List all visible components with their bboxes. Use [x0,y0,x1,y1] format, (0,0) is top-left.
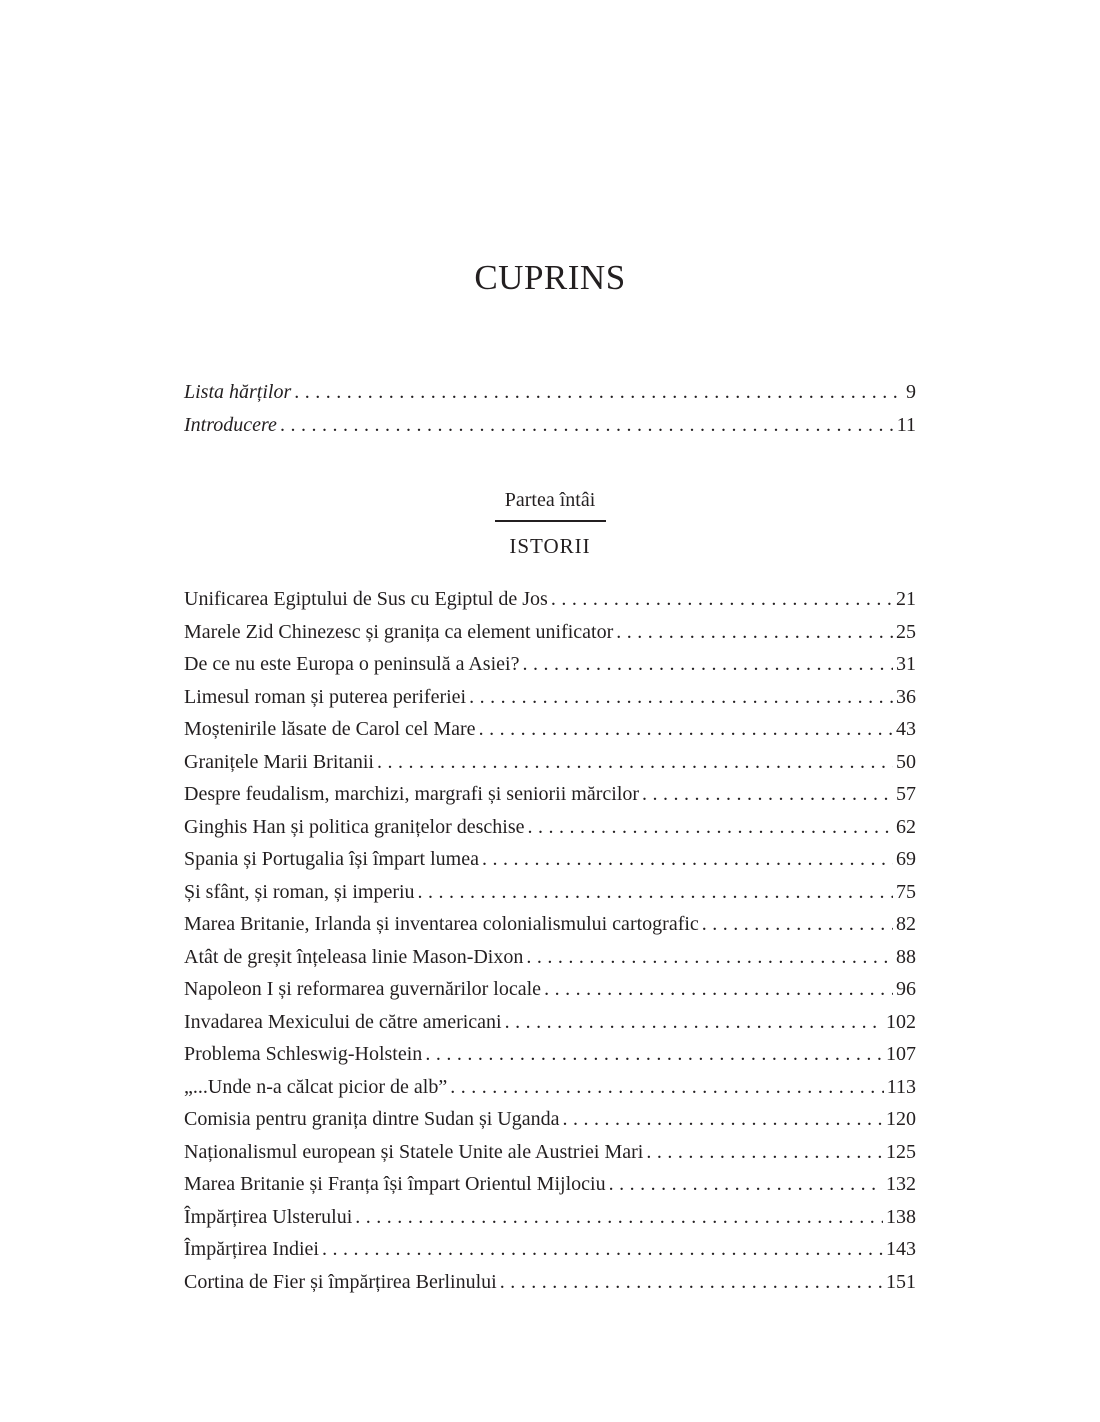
toc-entry-title: Limesul roman și puterea periferiei [184,685,467,708]
toc-entry-title: Și sfânt, și roman, și imperiu [184,880,415,903]
part-label: Partea întâi [504,489,596,511]
toc-entry-title: Atât de greșit înțeleasa linie Mason-Dixon [184,945,524,968]
page-title: CUPRINS [474,258,626,297]
toc-entry[interactable] [184,1038,916,1071]
toc-entry[interactable] [184,778,916,811]
toc-entry-title: Naționalismul european și Statele Unite ale Austriei Mari [184,1140,644,1163]
toc-entry-title: Unificarea Egiptului de Sus cu Egiptul de Jos [184,588,548,610]
toc-entry[interactable] [184,648,916,681]
toc-entry-title: Moștenirile lăsate de Carol cel Mare [184,718,476,740]
dot-leader [551,583,893,616]
toc-entry-title: Comisia pentru granița dintre Sudan și Uganda [184,1108,560,1130]
toc-entry-page: 57 [896,783,916,805]
toc-entry[interactable] [184,713,916,746]
dot-leader [418,876,893,909]
dot-leader [322,1233,883,1266]
dot-leader [479,713,893,746]
toc-entry[interactable] [184,843,916,876]
dot-leader [505,1006,883,1039]
toc-entry-title: Marele Zid Chinezesc și granița ca element unificator [184,620,614,643]
dot-leader [527,811,893,844]
dot-leader [377,746,893,779]
toc-entry-title: Împărțirea Ulsterului [184,1205,353,1228]
toc-entry-page: 50 [896,750,916,773]
toc-entry-page: 69 [896,848,916,870]
toc-entry-title: Marea Britanie, Irlanda și inventarea colonialismului cartografic [184,913,699,935]
dot-leader [522,648,893,681]
dot-leader [280,409,894,442]
toc-entry-page: 151 [886,1270,916,1293]
toc-entry-page: 62 [896,815,916,838]
toc-entry[interactable] [184,1266,916,1299]
toc-entry-title: Granițele Marii Britanii [184,750,374,773]
toc-entry-title: Marea Britanie și Franța își împart Orientul Mijlociu [184,1173,606,1195]
dot-leader [355,1201,883,1234]
toc-entry-page: 120 [886,1108,916,1130]
toc-entry-page: 143 [886,1238,916,1260]
toc-entry-page: 25 [896,620,916,643]
dot-leader [642,778,893,811]
toc-entry[interactable] [184,1233,916,1266]
dot-leader [616,616,893,649]
toc-entry-page: 138 [886,1205,916,1228]
toc-entry-title: Problema Schleswig-Holstein [184,1043,423,1065]
toc-entry[interactable] [184,1103,916,1136]
toc-entry-page: 75 [896,880,916,903]
toc-entry-page: 31 [896,653,916,675]
toc-entry-title: Împărțirea Indiei [184,1238,319,1260]
toc-entry-page: 43 [896,718,916,740]
toc-entry[interactable] [184,1136,916,1169]
toc-entry[interactable] [184,376,916,409]
part-divider [495,520,606,522]
front-matter-list [184,376,916,441]
toc-entry-page: 88 [896,945,916,968]
toc-entry-page: 9 [906,381,916,403]
toc-entry[interactable] [184,1201,916,1234]
toc-entry[interactable] [184,1071,916,1104]
toc-entry[interactable] [184,681,916,714]
toc-entry-page: 82 [896,913,916,935]
toc-entry-title: De ce nu este Europa o peninsulă a Asiei? [184,653,520,675]
toc-entry-title: Despre feudalism, marchizi, margrafi și seniorii mărcilor [184,783,640,805]
dot-leader [646,1136,883,1169]
toc-entry-title: Invadarea Mexicului de către americani [184,1010,502,1033]
toc-entry-title: Introducere [184,413,277,436]
dot-leader [526,941,893,974]
dot-leader [562,1103,883,1136]
toc-entry-title: Cortina de Fier și împărțirea Berlinului [184,1270,497,1293]
dot-leader [450,1071,884,1104]
chapter-list [184,583,916,1298]
toc-entry[interactable] [184,746,916,779]
toc-entry[interactable] [184,973,916,1006]
toc-entry[interactable] [184,876,916,909]
toc-entry[interactable] [184,908,916,941]
toc-entry-page: 21 [896,588,916,610]
toc-entry-page: 132 [886,1173,916,1195]
dot-leader [294,376,903,409]
toc-entry[interactable] [184,583,916,616]
toc-entry-page: 36 [896,685,916,708]
toc-entry[interactable] [184,1006,916,1039]
toc-entry[interactable] [184,616,916,649]
dot-leader [469,681,893,714]
toc-entry[interactable] [184,941,916,974]
toc-entry-page: 113 [886,1075,916,1098]
toc-entry[interactable] [184,409,916,442]
dot-leader [425,1038,883,1071]
dot-leader [609,1168,883,1201]
toc-entry-title: „...Unde n-a călcat picior de alb” [184,1075,448,1098]
dot-leader [544,973,893,1006]
toc-entry-page: 96 [896,978,916,1000]
toc-entry-title: Spania și Portugalia își împart lumea [184,848,479,870]
toc-entry-page: 125 [886,1140,916,1163]
toc-entry-page: 102 [886,1010,916,1033]
toc-entry-page: 11 [896,413,916,436]
toc-entry-title: Lista hărților [184,381,292,403]
toc-entry-title: Napoleon I și reformarea guvernărilor locale [184,978,542,1000]
dot-leader [500,1266,883,1299]
toc-entry[interactable] [184,1168,916,1201]
toc-entry-page: 107 [886,1043,916,1065]
toc-entry[interactable] [184,811,916,844]
part-title: ISTORII [509,534,591,558]
toc-entry-title: Ginghis Han și politica granițelor deschise [184,815,525,838]
dot-leader [702,908,893,941]
dot-leader [482,843,893,876]
